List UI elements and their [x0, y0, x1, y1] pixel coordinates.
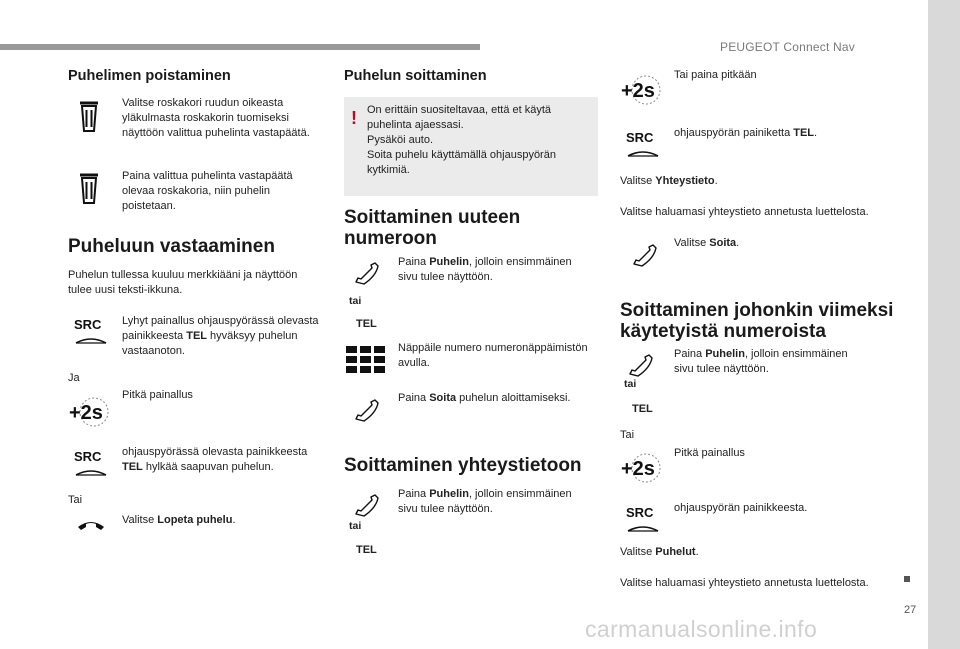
svg-text:+2s: +2s: [69, 402, 103, 424]
label-tai-small: tai: [349, 295, 362, 307]
section-title-recent-numbers: Soittaminen johonkin viimeksi käytetyistä numeroista: [620, 300, 894, 342]
header-title: PEUGEOT Connect Nav: [720, 40, 855, 54]
label-tai: Tai: [68, 494, 83, 506]
page-number: 27: [904, 604, 917, 616]
side-margin-bar: [928, 0, 960, 649]
steering-control-arc-icon: [74, 335, 108, 345]
steering-control-arc-icon: [626, 523, 660, 533]
src-button-icon: SRC: [74, 449, 108, 482]
long-press-2s-icon: [620, 74, 662, 106]
label-ja: Ja: [68, 372, 80, 384]
phone-handset-icon: [630, 240, 658, 268]
contact-step-5: Valitse haluamasi yhteystieto annetusta luettelosta.: [620, 206, 869, 218]
tel-label: TEL: [356, 318, 377, 330]
svg-text:+2s: +2s: [621, 80, 655, 102]
top-rule: [0, 44, 480, 50]
trash-icon: [78, 100, 100, 134]
src-button-icon: SRC: [626, 130, 660, 163]
warning-exclamation-icon: !: [351, 108, 357, 128]
section-title-call-contact: Soittaminen yhteystietoon: [344, 455, 582, 476]
answer-step-4: Valitse Lopeta puhelu.: [122, 514, 236, 526]
remove-step-1: Valitse roskakori ruudun oikeasta yläkulmasta roskakorin tuomiseksi näyttöön valittua puhelinta vastapäätä.: [122, 97, 310, 139]
long-press-2s-icon: [68, 396, 110, 428]
watermark: carmanualsonline.info: [585, 616, 818, 642]
tel-label: TEL: [356, 544, 377, 556]
phone-handset-icon: [352, 395, 380, 423]
recent-step-3: ohjauspyörän painikkeesta.: [674, 502, 808, 514]
remove-step-2: Paina valittua puhelinta vastapäätä olevaa roskakoria, niin puhelin poistetaan.: [122, 170, 293, 212]
phone-handset-icon: [352, 258, 380, 286]
new-number-step-1: Paina Puhelin, jolloin ensimmäinen sivu tulee näyttöön.: [398, 256, 572, 283]
recent-step-5: Valitse haluamasi yhteystieto annetusta luettelosta.: [620, 577, 869, 589]
label-tai-small: tai: [624, 378, 637, 390]
section-title-make-call: Puhelun soittaminen: [344, 68, 487, 84]
hang-up-icon: [76, 516, 106, 532]
phone-handset-icon: [352, 490, 380, 518]
answer-step-1: Lyhyt painallus ohjauspyörässä olevasta painikkeesta TEL hyväksyy puhelun vastaanoton.: [122, 315, 319, 357]
steering-control-arc-icon: [74, 467, 108, 477]
label-tai-small: tai: [349, 520, 362, 532]
continue-marker: [904, 576, 910, 582]
long-press-2s-icon: [620, 452, 662, 484]
answer-step-2: Pitkä painallus: [122, 389, 193, 401]
new-number-step-2: Näppäile numero numeronäppäimistön avulla.: [398, 342, 588, 369]
steering-control-arc-icon: [626, 148, 660, 158]
recent-step-2: Pitkä painallus: [674, 447, 745, 459]
src-button-icon: SRC: [74, 317, 108, 350]
section-title-remove-phone: Puhelimen poistaminen: [68, 68, 231, 84]
section-title-answer-call: Puheluun vastaaminen: [68, 236, 275, 257]
keypad-icon: [346, 346, 386, 374]
section-title-new-number: Soittaminen uuteen numeroon: [344, 207, 521, 249]
answer-step-3: ohjauspyörässä olevasta painikkeesta TEL hylkää saapuvan puhelun.: [122, 446, 308, 473]
src-button-icon: SRC: [626, 505, 660, 538]
answer-intro: Puhelun tullessa kuuluu merkkiääni ja näyttöön tulee uusi teksti-ikkuna.: [68, 269, 298, 296]
contact-step-4: Valitse Yhteystieto.: [620, 175, 718, 187]
contact-step-3: ohjauspyörän painiketta TEL.: [674, 127, 818, 139]
contact-step-1: Paina Puhelin, jolloin ensimmäinen sivu tulee näyttöön.: [398, 488, 572, 515]
trash-icon: [78, 172, 100, 206]
contact-step-2: Tai paina pitkään: [674, 69, 757, 81]
phone-handset-icon: [626, 350, 654, 378]
tel-label: TEL: [632, 403, 653, 415]
new-number-step-3: Paina Soita puhelun aloittamiseksi.: [398, 392, 571, 404]
safety-notice: On erittäin suositeltavaa, että et käytä puhelinta ajaessasi. Pysäköi auto. Soita puhelu käyttämällä ohjauspyörän kytkimiä.: [367, 104, 556, 176]
svg-text:+2s: +2s: [621, 458, 655, 480]
contact-step-6: Valitse Soita.: [674, 237, 740, 249]
recent-step-1: Paina Puhelin, jolloin ensimmäinen sivu tulee näyttöön.: [674, 348, 848, 375]
label-tai: Tai: [620, 429, 635, 441]
recent-step-4: Valitse Puhelut.: [620, 546, 699, 558]
